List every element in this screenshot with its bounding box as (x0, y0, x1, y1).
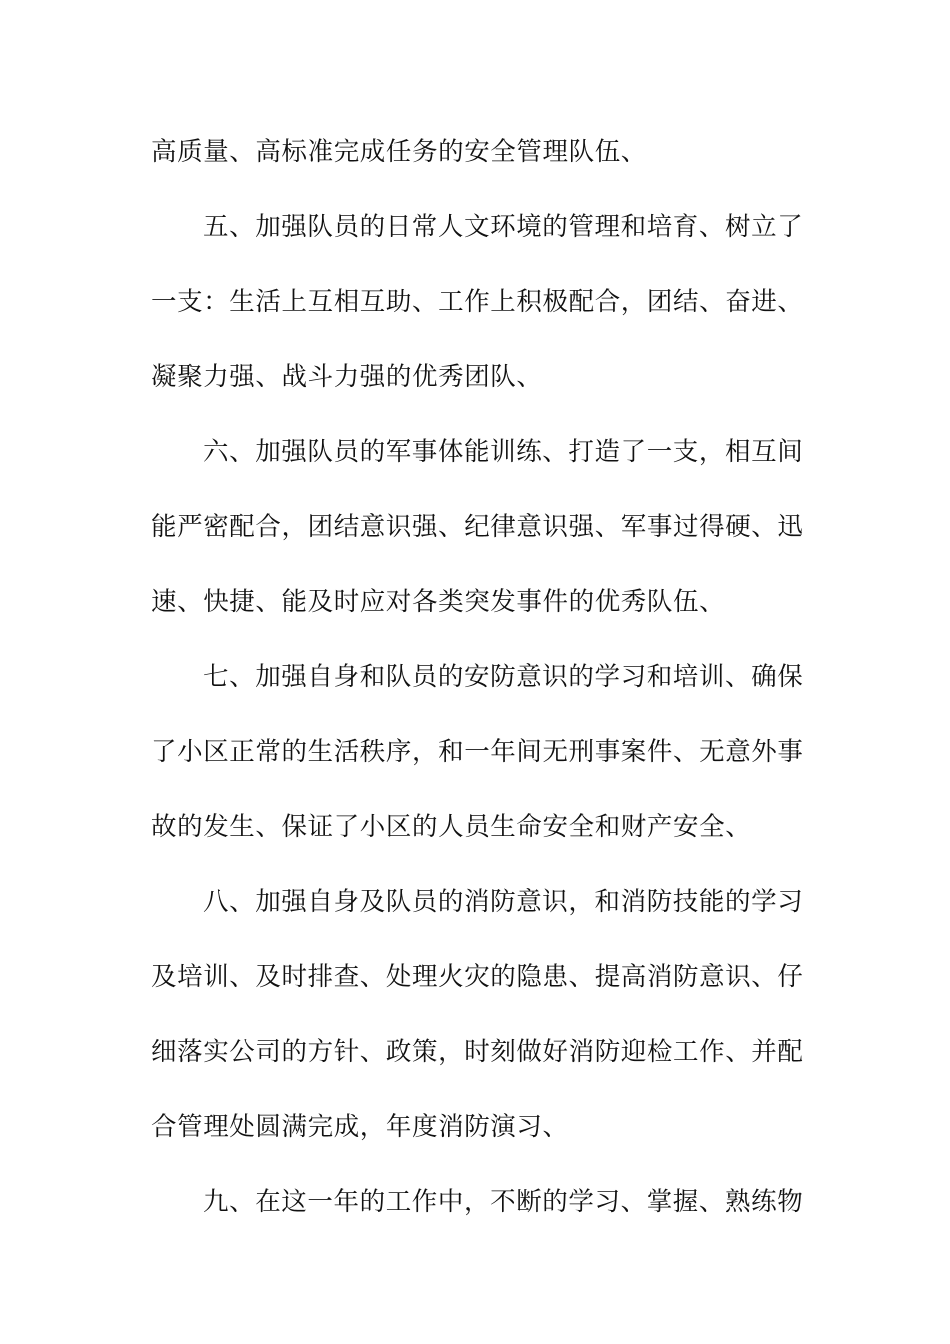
text-line: 细落实公司的方针、政策，时刻做好消防迎检工作、并配 (151, 1037, 804, 1067)
paragraph-first-line: 五、加强队员的日常人文环境的管理和培育、树立了 (203, 212, 804, 242)
paragraph-first-line: 八、加强自身及队员的消防意识，和消防技能的学习 (203, 887, 804, 917)
text-line: 合管理处圆满完成，年度消防演习、 (151, 1112, 569, 1142)
paragraph-first-line: 九、在这一年的工作中，不断的学习、掌握、熟练物 (203, 1187, 804, 1217)
paragraph-first-line: 六、加强队员的军事体能训练、打造了一支，相互间 (203, 437, 804, 467)
text-line: 速、快捷、能及时应对各类突发事件的优秀队伍、 (151, 587, 726, 617)
text-line: 故的发生、保证了小区的人员生命安全和财产安全、 (151, 812, 752, 842)
text-line: 凝聚力强、战斗力强的优秀团队、 (151, 362, 543, 392)
text-line: 能严密配合，团结意识强、纪律意识强、军事过得硬、迅 (151, 512, 804, 542)
text-line: 了小区正常的生活秩序，和一年间无刑事案件、无意外事 (151, 737, 804, 767)
text-line: 一支：生活上互相互助、工作上积极配合，团结、奋进、 (151, 287, 804, 317)
paragraph-first-line: 七、加强自身和队员的安防意识的学习和培训、确保 (203, 662, 804, 692)
text-line: 及培训、及时排查、处理火灾的隐患、提高消防意识、仔 (151, 962, 804, 992)
text-line: 高质量、高标准完成任务的安全管理队伍、 (151, 137, 647, 167)
